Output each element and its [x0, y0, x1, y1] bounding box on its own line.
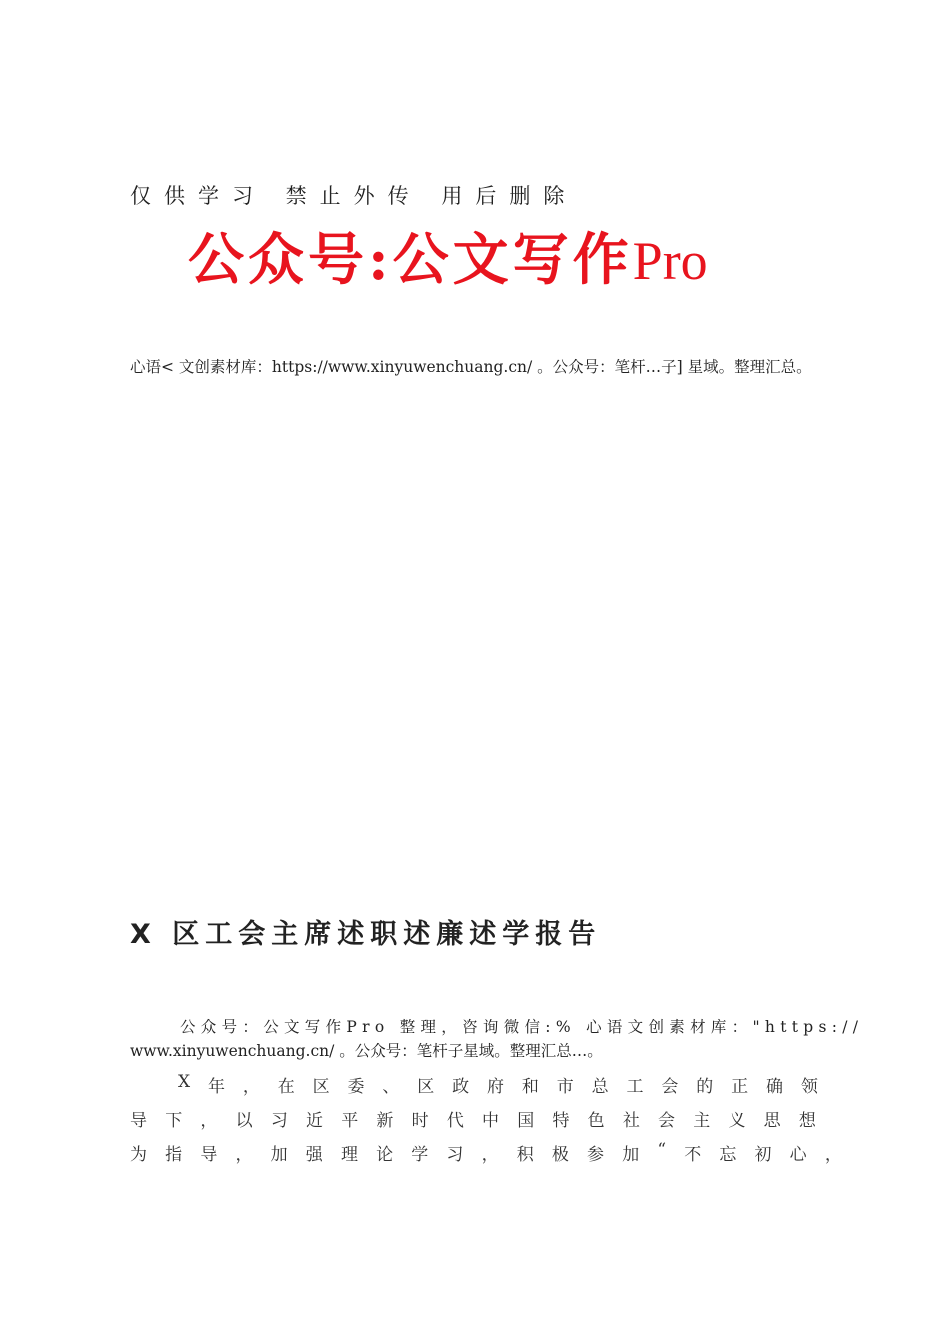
- body-char: 忘: [719, 1145, 737, 1165]
- meta-line-1: 公众号：公文写作Pro 整理，咨询微信:% 心语文创素材库："https://: [180, 1018, 864, 1036]
- body-char: 在: [277, 1077, 295, 1097]
- body-char: 加: [622, 1145, 640, 1165]
- body-line-3: [130, 1140, 842, 1165]
- report-title: X 区工会主席述职述廉述学报告: [130, 919, 602, 950]
- body-char: 、: [382, 1077, 400, 1097]
- body-char: 色: [587, 1111, 605, 1131]
- body-char: 工: [626, 1077, 644, 1097]
- body-char: 义: [728, 1111, 746, 1131]
- body-line-2: [130, 1106, 816, 1131]
- body-char: “: [657, 1140, 667, 1160]
- body-char: 区: [312, 1077, 330, 1097]
- body-char: 导: [200, 1145, 218, 1165]
- promo-suffix: Pro: [632, 231, 708, 291]
- promo-label: 公众号:公文写作: [188, 227, 633, 293]
- body-char: 学: [411, 1145, 429, 1165]
- body-char: ，: [242, 1077, 260, 1097]
- body-char: 理: [340, 1145, 358, 1165]
- body-char: 强: [305, 1145, 323, 1165]
- body-char: 的: [696, 1077, 714, 1097]
- body-char: 时: [411, 1111, 429, 1131]
- body-char: 以: [235, 1111, 253, 1131]
- body-char: 委: [347, 1077, 365, 1097]
- body-char: 想: [798, 1111, 816, 1131]
- body-char: 确: [765, 1077, 783, 1097]
- body-char: 为: [130, 1145, 147, 1165]
- body-char: 思: [763, 1111, 781, 1131]
- meta-line-2: www.xinyuwenchuang.cn/ 。公众号：笔杆子星域。整理汇总…。: [130, 1042, 603, 1060]
- body-char: 中: [482, 1111, 500, 1131]
- body-char: 初: [754, 1145, 772, 1165]
- notice-text: 仅供学习 禁止外传 用后删除: [130, 184, 578, 208]
- body-char: 主: [693, 1111, 711, 1131]
- body-char: 市: [556, 1077, 574, 1097]
- body-char: 会: [658, 1111, 676, 1131]
- body-char: 习: [446, 1145, 464, 1165]
- body-char: 极: [551, 1145, 569, 1165]
- body-char: 府: [486, 1077, 504, 1097]
- body-char: 论: [376, 1145, 394, 1165]
- promo-banner: [188, 222, 708, 299]
- body-char: 社: [622, 1111, 640, 1131]
- body-char: 总: [591, 1077, 609, 1097]
- body-char: 导: [130, 1111, 147, 1131]
- body-char: ，: [824, 1145, 842, 1165]
- body-char: 心: [789, 1145, 807, 1165]
- body-char: 加: [270, 1145, 288, 1165]
- body-char: 政: [452, 1077, 470, 1097]
- body-char: ，: [235, 1145, 253, 1165]
- source-line: 心语< 文创素材库：https://www.xinyuwenchuang.cn/ 。公众号：笔杆…子] 星域。整理汇总。: [130, 358, 812, 376]
- body-char: 代: [446, 1111, 464, 1131]
- body-char: 区: [417, 1077, 435, 1097]
- body-char: ，: [200, 1111, 218, 1131]
- body-char: 年: [207, 1077, 225, 1097]
- body-char: 新: [376, 1111, 394, 1131]
- body-char: 下: [165, 1111, 183, 1131]
- body-char: 不: [684, 1145, 702, 1165]
- body-char: 指: [165, 1145, 183, 1165]
- body-char: 习: [270, 1111, 288, 1131]
- body-char: 近: [306, 1111, 324, 1131]
- body-char: 积: [516, 1145, 534, 1165]
- body-char: 参: [587, 1145, 605, 1165]
- body-char: 领: [800, 1077, 818, 1097]
- body-char: ，: [481, 1145, 499, 1165]
- body-line-1: [178, 1072, 818, 1097]
- body-char: 正: [731, 1077, 749, 1097]
- body-char: 国: [517, 1111, 535, 1131]
- body-char: 会: [661, 1077, 679, 1097]
- body-char: 特: [552, 1111, 570, 1131]
- body-char: 和: [521, 1077, 539, 1097]
- body-char: X: [178, 1072, 191, 1092]
- body-char: 平: [341, 1111, 359, 1131]
